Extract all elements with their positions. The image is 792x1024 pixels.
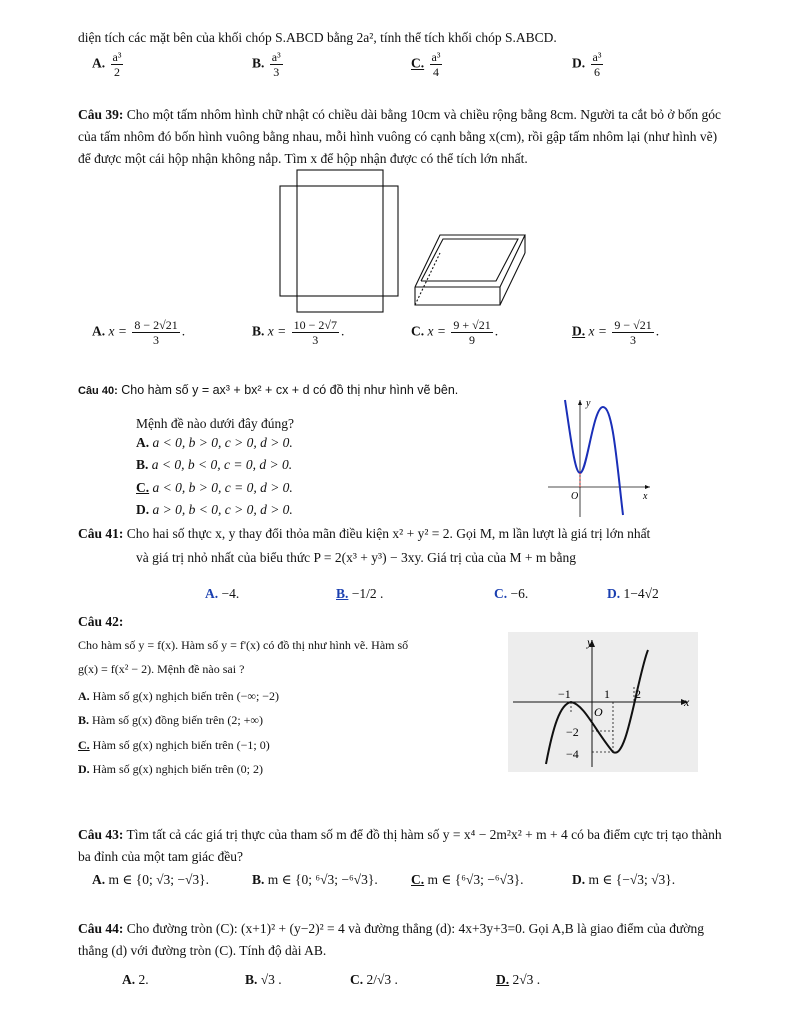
numerator: 8 − 2√21 — [134, 318, 178, 332]
fraction — [111, 50, 124, 79]
option-label: A. — [92, 55, 106, 71]
q43-option-b — [252, 872, 378, 888]
option-label: D. — [607, 586, 621, 601]
origin-label: O — [571, 491, 579, 502]
q40-option-d — [136, 502, 293, 518]
denominator: 3 — [312, 333, 319, 347]
tick-label: −2 — [566, 725, 579, 739]
y-label: y — [586, 398, 591, 409]
option-label: D. — [78, 762, 90, 776]
q41-text-2: và giá trị nhỏ nhất của biểu thức P = 2(x³ + y³) − 3xy. Giá trị của của M + m bằng — [136, 550, 577, 565]
q40-option-c — [136, 480, 293, 496]
q42-option-d — [78, 762, 263, 777]
option-prefix: x = — [427, 323, 446, 339]
q39-option-a: A. x = $\frac{8 - 2√21}{3}$ . — [92, 318, 186, 347]
option-text: m ∈ {0; ⁶√3; −⁶√3}. — [267, 872, 378, 887]
derivative-graph — [508, 632, 698, 772]
q40-option-b — [136, 457, 292, 473]
option-label: B. — [136, 457, 149, 472]
y-arrow-icon — [578, 400, 582, 405]
question-text: Cho hàm số y = ax³ + bx² + cx + d có đồ thị như hình vẽ bên. — [121, 383, 459, 397]
q39-option-d: D. x = $\frac{9 - √21}{3}$ . — [572, 318, 660, 347]
option-label: A. — [92, 323, 106, 339]
option-text: −6. — [510, 586, 529, 601]
option-label: A. — [205, 586, 219, 601]
denominator: 3 — [273, 65, 280, 79]
question-label: Câu 43: — [78, 827, 124, 842]
y-label: y — [587, 635, 593, 649]
option-text: 1−4√2 — [623, 586, 659, 601]
option-text: 2/√3 . — [366, 972, 398, 987]
x-label: x — [643, 491, 648, 502]
question-40 — [78, 383, 458, 397]
option-label: A. — [122, 972, 136, 987]
option-text: a < 0, b > 0, c > 0, d > 0. — [152, 435, 293, 450]
option-label: D. — [572, 323, 586, 339]
option-c — [411, 50, 444, 79]
tick-label: 1 — [604, 687, 610, 701]
option-text: Hàm số g(x) nghịch biến trên (−1; 0) — [92, 738, 270, 752]
q41-option-d — [607, 586, 659, 602]
option-text: Hàm số g(x) đồng biến trên (2; +∞) — [92, 713, 263, 727]
tick-label: −4 — [566, 747, 579, 761]
x-arrow-icon — [645, 485, 650, 489]
q43-option-a — [92, 872, 209, 888]
option-label: B. — [78, 713, 90, 727]
intro-line: diện tích các mặt bên của khối chóp S.ABCD bằng 2a², tính thể tích khối chóp S.ABCD. — [78, 30, 557, 45]
x-label: x — [684, 695, 690, 709]
fraction — [451, 318, 492, 347]
denominator: 4 — [432, 65, 439, 79]
tick-label: 2 — [635, 687, 641, 701]
q44-option-c — [350, 972, 398, 988]
numerator: 9 + √21 — [453, 318, 491, 332]
sheet-horizontal-rect — [280, 186, 398, 296]
option-label: B. — [336, 586, 349, 601]
sheet-vertical-rect — [297, 170, 383, 312]
option-text: m ∈ {−√3; √3}. — [588, 872, 676, 887]
q40-option-a — [136, 435, 293, 451]
option-label: C. — [136, 480, 150, 495]
option-text: m ∈ {0; √3; −√3}. — [108, 872, 210, 887]
option-label: D. — [136, 502, 150, 517]
option-label: C. — [350, 972, 364, 987]
option-label: C. — [411, 55, 425, 71]
option-label: C. — [494, 586, 508, 601]
option-prefix: x = — [108, 323, 127, 339]
fraction — [612, 318, 653, 347]
q42-option-b — [78, 713, 263, 728]
option-text: −4. — [221, 586, 240, 601]
denominator: 9 — [469, 333, 476, 347]
q42-line-2: g(x) = f(x² − 2). Mệnh đề nào sai ? — [78, 662, 245, 676]
question-43 — [78, 824, 730, 868]
q44-option-b — [245, 972, 282, 988]
question-label: Câu 39: — [78, 107, 124, 122]
option-text: a > 0, b < 0, c > 0, d > 0. — [152, 502, 293, 517]
question-label: Câu 40: — [78, 385, 118, 397]
aluminum-box-figure — [275, 167, 535, 317]
numerator: a³ — [271, 50, 281, 64]
q44-option-a — [122, 972, 149, 988]
question-42-label: Câu 42: — [78, 614, 124, 629]
q39-option-b: B. x = $\frac{10 - 2√7}{3}$ . — [252, 318, 345, 347]
question-label: Câu 44: — [78, 921, 124, 936]
q41-option-b — [336, 586, 383, 602]
option-label: B. — [252, 323, 265, 339]
fraction — [270, 50, 283, 79]
question-label: Câu 41: — [78, 526, 124, 541]
option-prefix: x = — [267, 323, 287, 339]
numerator: 9 − √21 — [614, 318, 652, 332]
option-a — [92, 50, 125, 79]
option-label: D. — [572, 55, 586, 71]
fraction — [292, 318, 339, 347]
open-box-drawing — [415, 235, 525, 305]
q42-option-a — [78, 689, 279, 704]
tick-label: −1 — [558, 687, 571, 701]
option-text: Hàm số g(x) nghịch biến trên (0; 2) — [92, 762, 263, 776]
option-text: −1/2 . — [351, 586, 384, 601]
option-text: 2√3 . — [512, 972, 541, 987]
q44-option-d — [496, 972, 540, 988]
numerator: a³ — [431, 50, 441, 64]
question-41 — [78, 526, 650, 542]
fraction — [430, 50, 443, 79]
fraction — [591, 50, 604, 79]
question-44 — [78, 918, 730, 962]
q43-option-d — [572, 872, 675, 888]
option-text: 2. — [138, 972, 149, 987]
question-39 — [78, 104, 730, 170]
q39-option-c: C. x = $\frac{9 + √21}{9}$ . — [411, 318, 499, 347]
option-label: B. — [252, 872, 265, 887]
fraction — [132, 318, 179, 347]
origin-label: O — [594, 705, 603, 719]
option-text: a < 0, b > 0, c = 0, d > 0. — [152, 480, 293, 495]
denominator: 2 — [113, 65, 120, 79]
denominator: 3 — [153, 333, 160, 347]
option-text: a < 0, b < 0, c = 0, d > 0. — [151, 457, 293, 472]
option-d — [572, 50, 605, 79]
option-text: m ∈ {⁶√3; −⁶√3}. — [427, 872, 524, 887]
option-label: C. — [411, 323, 425, 339]
option-label: C. — [411, 872, 425, 887]
denominator: 6 — [593, 65, 600, 79]
option-label: B. — [252, 55, 265, 71]
question-text: Cho đường tròn (C): (x+1)² + (y−2)² = 4 và đường thẳng (d): 4x+3y+3=0. Gọi A,B là giao điểm của đường thẳng (d) với đường tròn (C). Tính độ dài AB. — [78, 921, 704, 958]
option-label: A. — [92, 872, 106, 887]
option-prefix: x = — [588, 323, 607, 339]
q43-option-c — [411, 872, 524, 888]
question-text-1: Cho hai số thực x, y thay đổi thỏa mãn điều kiện x² + y² = 2. Gọi M, m lần lượt là giá trị lớn nhất — [126, 526, 651, 541]
question-text: Cho một tấm nhôm hình chữ nhật có chiều dài bằng 10cm và chiều rộng bằng 8cm. Người ta cắt bỏ ở bốn góc của tấm nhôm đó bốn hình vuông bằng nhau, mỗi hình vuông có cạnh bằng x(cm), rồi gập tấm nhôm lại (như hình vẽ) để được một cái hộp nhận không nắp. Tìm x để hộp nhận được có thể tích lớn nhất. — [78, 107, 722, 166]
option-label: B. — [245, 972, 258, 987]
option-label: D. — [496, 972, 510, 987]
q41-option-c — [494, 586, 528, 602]
option-label: A. — [136, 435, 150, 450]
option-text: √3 . — [260, 972, 282, 987]
numerator: a³ — [112, 50, 122, 64]
q42-line-1: Cho hàm số y = f(x). Hàm số y = f'(x) có đồ thị như hình vẽ. Hàm số — [78, 638, 409, 652]
q40-prompt: Mệnh đề nào dưới đây đúng? — [136, 416, 295, 431]
q42-option-c — [78, 738, 270, 753]
q41-option-a — [205, 586, 239, 602]
option-text: Hàm số g(x) nghịch biến trên (−∞; −2) — [92, 689, 280, 703]
denominator: 3 — [630, 333, 637, 347]
cubic-graph — [545, 395, 660, 520]
option-label: C. — [78, 738, 90, 752]
option-label: D. — [572, 872, 586, 887]
question-text: Tìm tất cả các giá trị thực của tham số m để đồ thị hàm số y = x⁴ − 2m²x² + m + 4 có ba điểm cực trị tạo thành ba đỉnh của một tam giác đều? — [78, 827, 722, 864]
numerator: 10 − 2√7 — [293, 318, 337, 332]
option-b — [252, 50, 285, 79]
option-label: A. — [78, 689, 90, 703]
numerator: a³ — [592, 50, 602, 64]
